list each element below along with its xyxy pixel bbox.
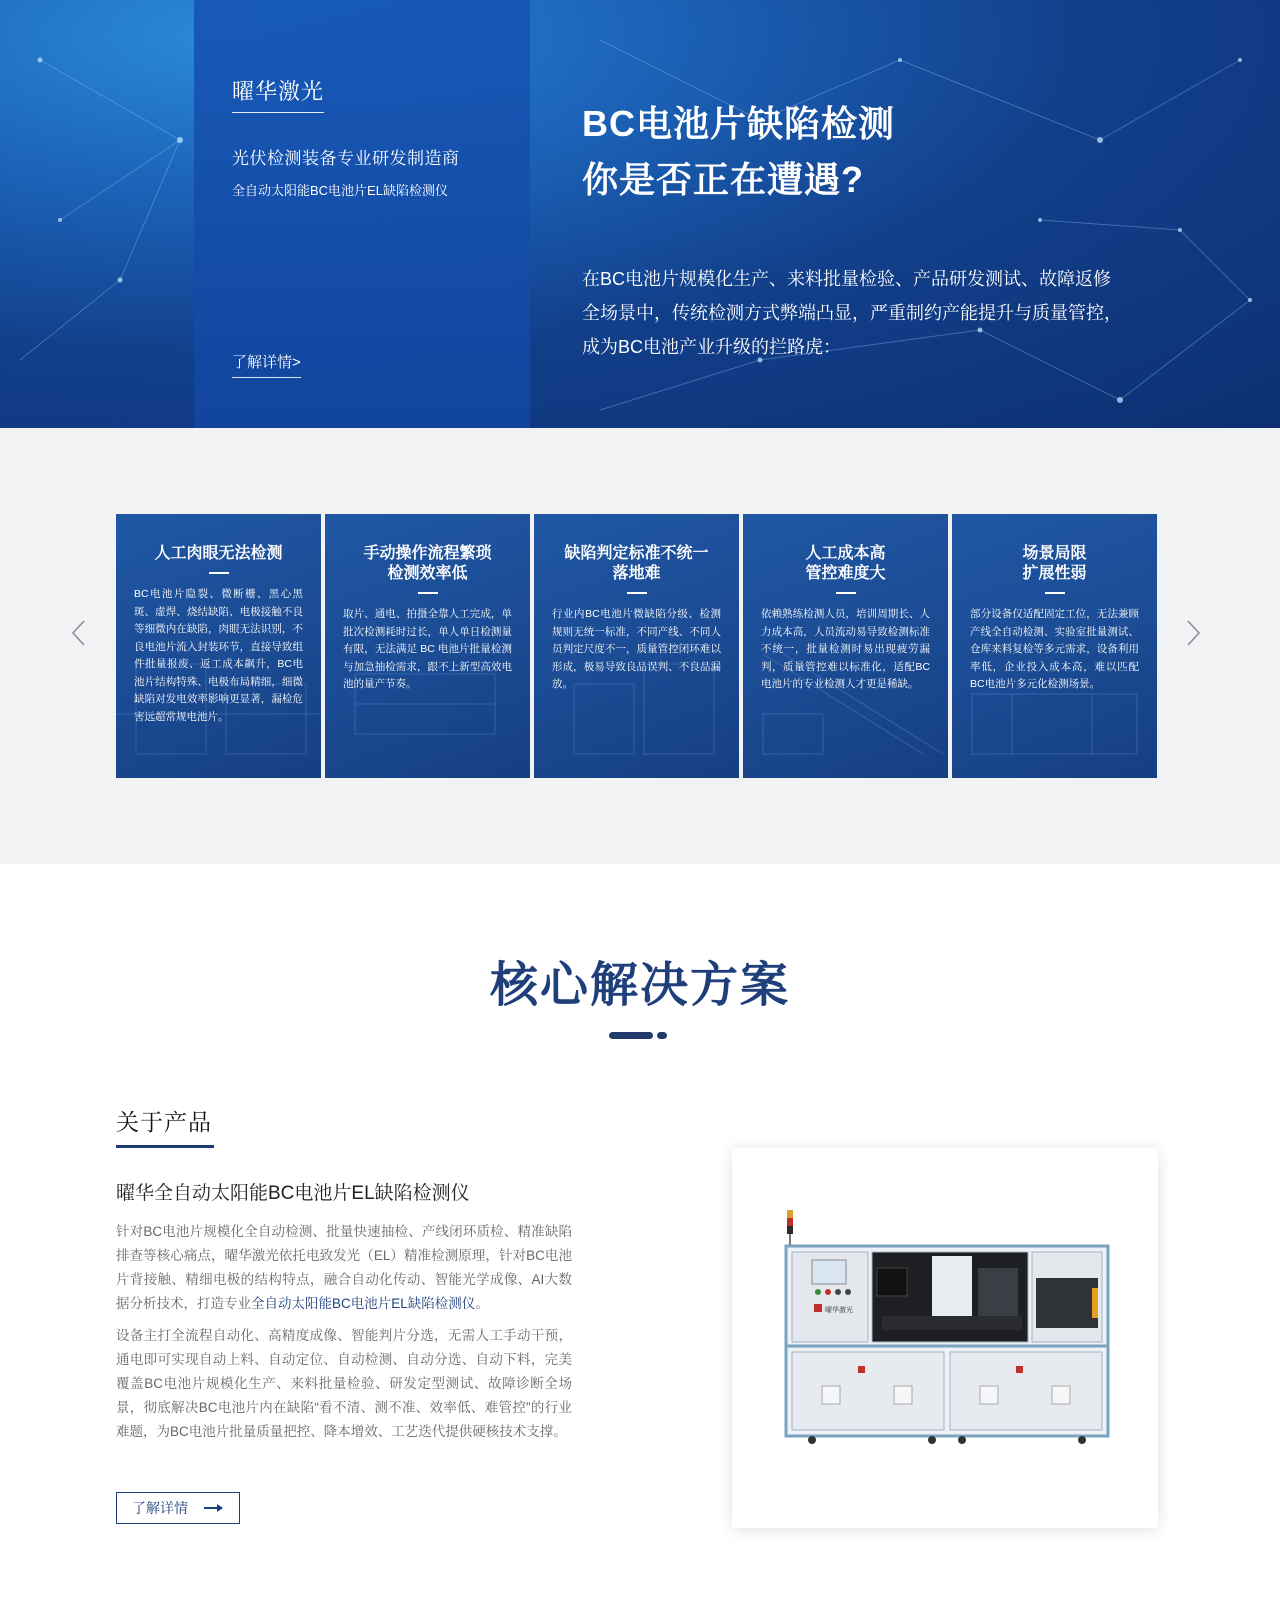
pain-point-card[interactable]	[952, 514, 1157, 778]
card-title: 缺陷判定标准不统一 落地难	[564, 545, 709, 582]
card-text: 部分设备仅适配固定工位，无法兼顾产线全自动检测、实验室批量测试、仓库来料复检等多元需求，设备利用率低，企业投入成本高，难以匹配BC电池片多元化检测场景。	[970, 608, 1139, 690]
pain-point-carousel	[116, 514, 1157, 778]
product-description-1-text: 针对BC电池片规模化全自动检测、批量快速抽检、产线闭环质检、精准缺陷排查等核心痛点，曜华激光依托电致发光（EL）精准检测原理，针对BC电池片背接触、精细电极的结构特点，融合自动化传动、智能光学成像、AI大数据分析技术，打造专业	[116, 1224, 572, 1311]
product-description-1-end: 。	[475, 1296, 489, 1311]
card-title: 场景局限 扩展性弱	[1022, 545, 1087, 582]
product-image-frame	[732, 1148, 1158, 1528]
learn-more-button-label: 了解详情	[132, 1500, 188, 1516]
hero-title-line-1: BC电池片缺陷检测	[582, 103, 895, 144]
card-title: 人工成本高 管控难度大	[805, 545, 886, 582]
chevron-left-icon[interactable]	[68, 618, 90, 648]
hero-intro-panel	[194, 0, 530, 428]
pain-points-section	[0, 428, 1280, 864]
product-description-1	[116, 1220, 572, 1316]
chevron-right-icon[interactable]	[1182, 618, 1204, 648]
hero-description-line-1: 在BC电池片规模化生产、来料批量检验、产品研发测试、故障返修	[582, 269, 1112, 289]
brand-name: 曜华激光	[232, 75, 324, 113]
card-divider	[627, 592, 647, 594]
section-title: 核心解决方案	[489, 959, 790, 1012]
card-text: 依赖熟练检测人员，培训周期长、人力成本高，人员流动易导致检测标准不统一，批量检测时易出现疲劳漏判，质量管控难以标准化，适配BC电池片的专业检测人才更是稀缺。	[761, 608, 930, 690]
card-title: 手动操作流程繁琐 检测效率低	[363, 545, 492, 582]
product-subline: 全自动太阳能BC电池片EL缺陷检测仪	[232, 183, 448, 198]
card-text: 取片、通电、拍摄全靠人工完成，单批次检测耗时过长，单人单日检测量有限，无法满足 BC 电池片批量检测与加急抽检需求，跟不上新型高效电池的量产节奏。	[343, 608, 512, 690]
core-solution-section	[0, 864, 1280, 1616]
hero-description-line-3: 成为BC电池产业升级的拦路虎：	[582, 337, 842, 357]
learn-more-link[interactable]: 了解详情>	[232, 351, 301, 378]
section-title-dot	[657, 1032, 667, 1039]
hero-banner	[0, 0, 1280, 428]
about-product-heading: 关于产品	[116, 1109, 212, 1135]
card-divider	[418, 592, 438, 594]
product-machine-image	[782, 1208, 1112, 1448]
card-text: BC电池片隐裂、微断栅、黑心黑斑、虚焊、烧结缺陷、电极接触不良等细微内在缺陷，肉眼无法识别，不良电池片流入封装环节，直接导致组件批量报废、返工成本飙升，BC电池片结构特殊、电极布局精细，细微缺陷对发电效率影响更显著，漏检危害远超常规电池片。	[134, 588, 303, 723]
about-heading-underline	[116, 1145, 214, 1148]
product-name: 曜华全自动太阳能BC电池片EL缺陷检测仪	[116, 1183, 470, 1204]
section-title-underline	[609, 1032, 653, 1039]
product-name-highlight: 全自动太阳能BC电池片EL缺陷检测仪	[251, 1296, 476, 1311]
card-divider	[1045, 592, 1065, 594]
card-title: 人工肉眼无法检测	[154, 545, 283, 562]
arrow-right-icon	[204, 1503, 224, 1513]
pain-point-card[interactable]	[534, 514, 739, 778]
learn-more-button[interactable]	[116, 1492, 240, 1524]
product-description-2: 设备主打全流程自动化、高精度成像、智能判片分选，无需人工手动干预，通电即可实现自动上料、自动定位、自动检测、自动分选、自动下料，完美覆盖BC电池片规模化生产、来料批量检验、研发定型测试、故障诊断全场景，彻底解决BC电池片内在缺陷“看不清、测不准、效率低、难管控”的行业难题，为BC电池片批量质量把控、降本增效、工艺迭代提供硬核技术支撑。	[116, 1328, 572, 1439]
machine-logo-label: 曜华激光	[825, 1306, 853, 1314]
card-divider	[209, 572, 229, 574]
pain-point-card[interactable]	[743, 514, 948, 778]
hero-description-line-2: 全场景中，传统检测方式弊端凸显，严重制约产能提升与质量管控，	[582, 303, 1122, 323]
brand-tagline: 光伏检测装备专业研发制造商	[232, 149, 460, 168]
hero-title-line-2: 你是否正在遭遇?	[582, 159, 864, 200]
card-text: 行业内BC电池片微缺陷分级、检测规则无统一标准，不同产线、不同人员判定尺度不一，质量管控闭环难以形成，极易导致良品误判、不良品漏放。	[552, 608, 721, 690]
hero-title	[582, 96, 895, 208]
card-divider	[836, 592, 856, 594]
pain-point-card[interactable]	[116, 514, 321, 778]
hero-description	[582, 262, 1202, 364]
pain-point-card[interactable]	[325, 514, 530, 778]
